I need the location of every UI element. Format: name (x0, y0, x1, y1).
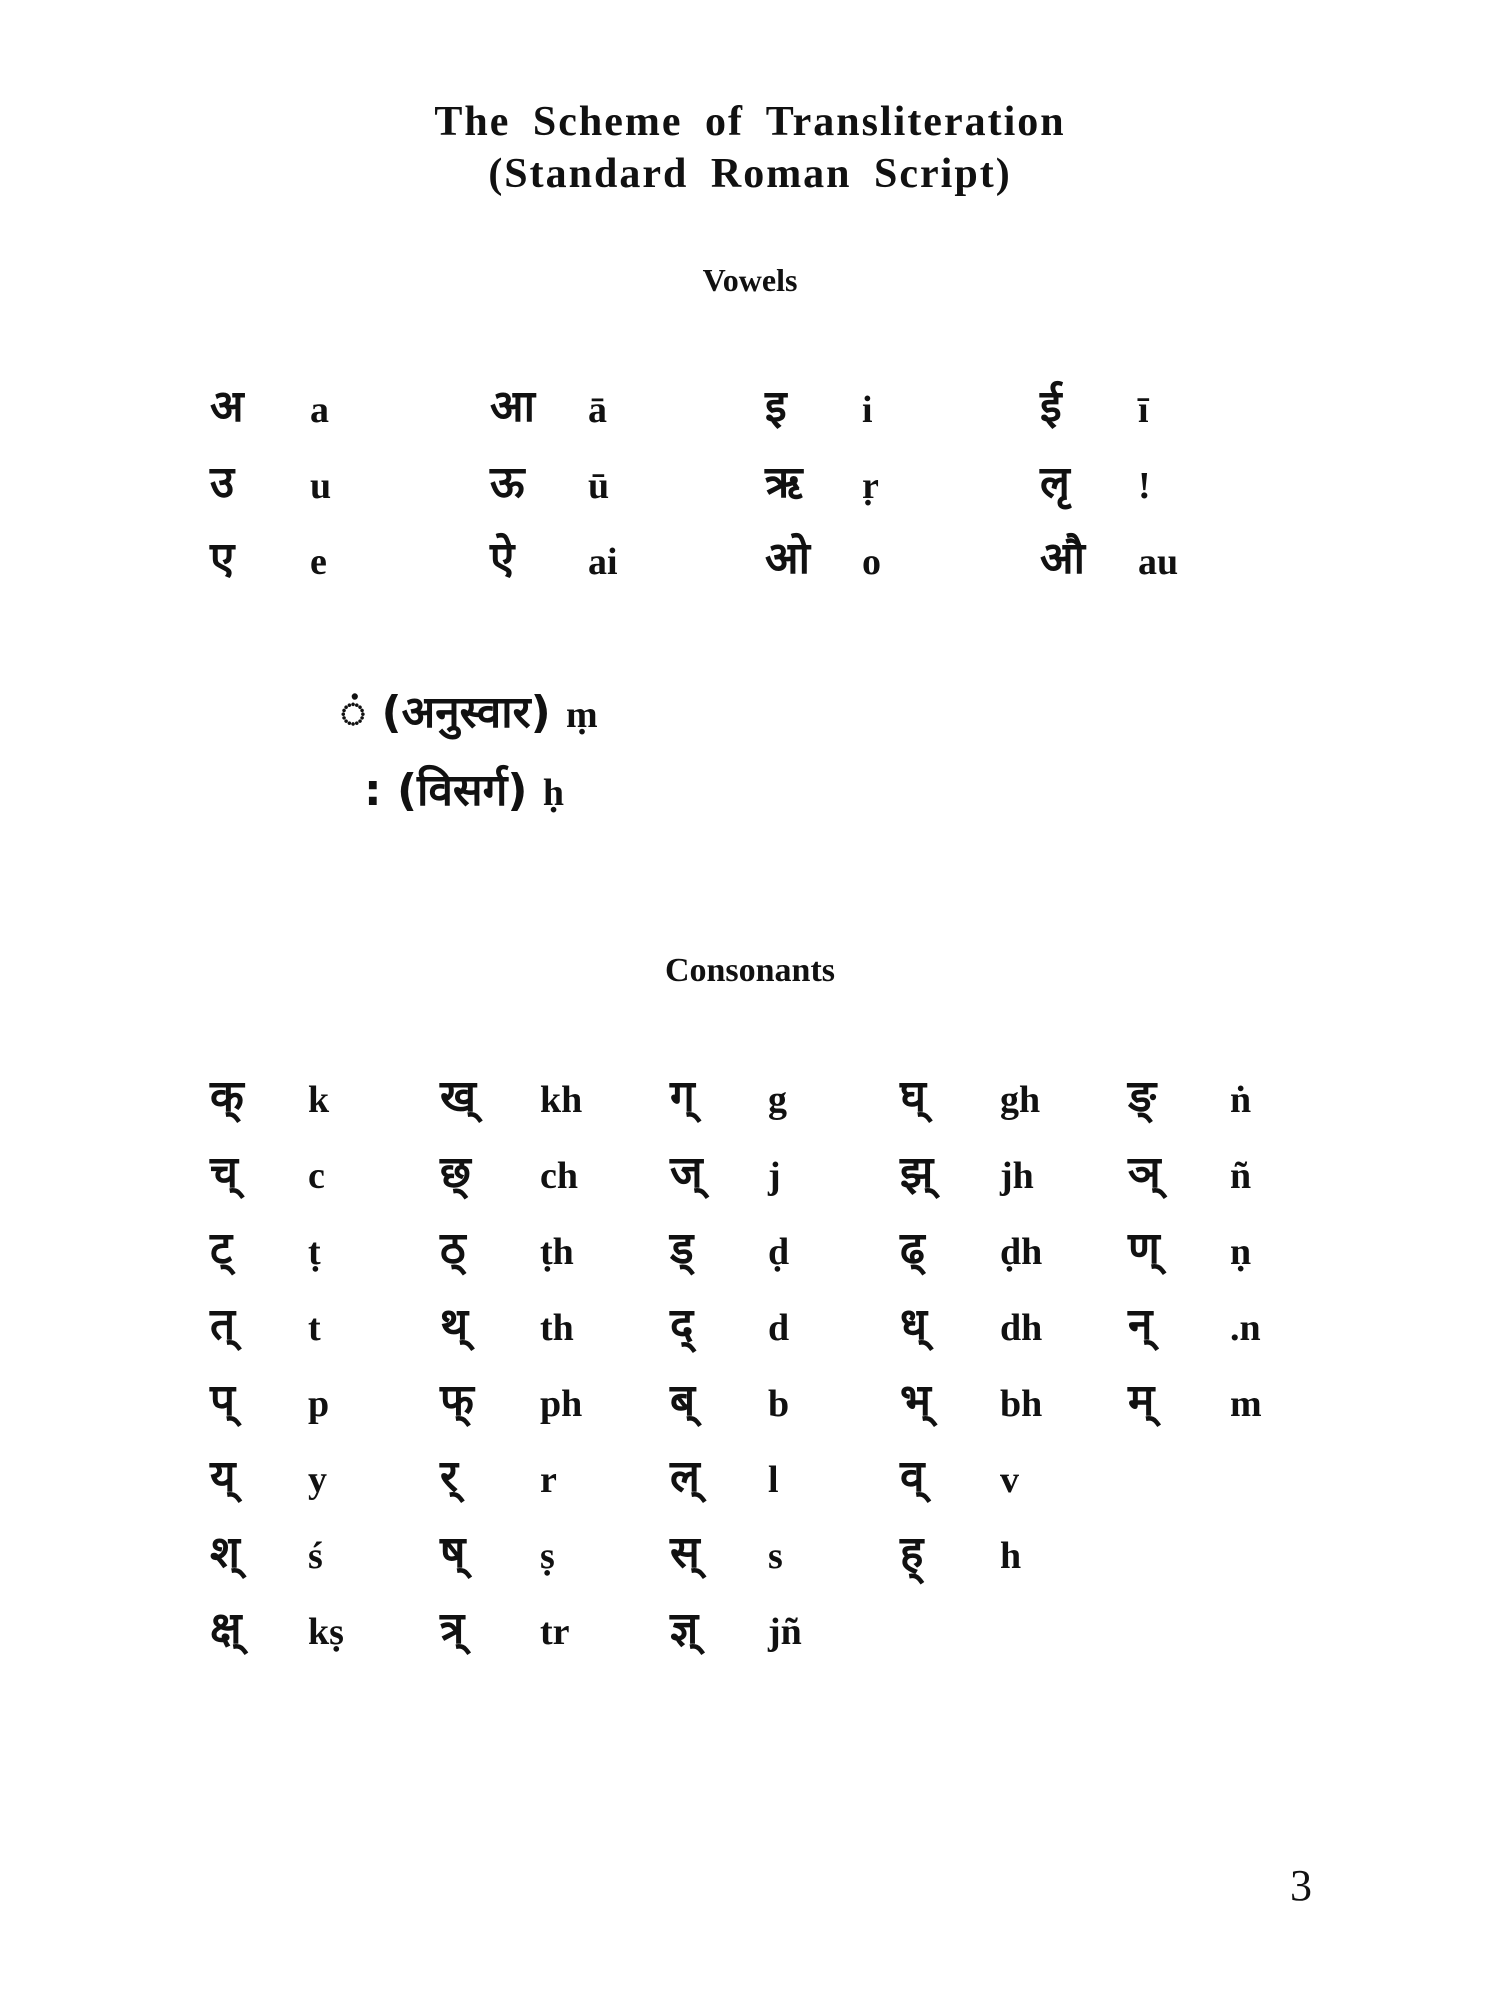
vowels-heading: Vowels (702, 262, 798, 298)
consonant-roman: y (308, 1459, 327, 1501)
vowel-devanagari: उ (210, 457, 235, 508)
consonant-devanagari: द् (670, 1299, 694, 1350)
consonant-devanagari: ज् (670, 1147, 703, 1198)
consonant-devanagari: च् (210, 1147, 238, 1198)
consonant-devanagari: य् (210, 1451, 236, 1502)
page-title-line2: (Standard Roman Script) (488, 151, 1012, 197)
consonant-roman: m (1230, 1383, 1262, 1425)
vowel-roman: o (862, 541, 881, 583)
consonant-roman: gh (1000, 1079, 1041, 1121)
consonant-devanagari: र् (440, 1451, 458, 1502)
consonant-roman: dh (1000, 1307, 1043, 1349)
consonant-devanagari: स् (670, 1527, 700, 1578)
consonant-roman: ḍh (1000, 1231, 1043, 1273)
consonant-roman: s (768, 1535, 783, 1577)
consonant-roman: l (768, 1459, 779, 1501)
consonant-devanagari: ङ् (1128, 1071, 1157, 1122)
vowel-devanagari: अ (210, 381, 244, 432)
page-title-line1: The Scheme of Transliteration (434, 99, 1066, 145)
visarga-row (364, 758, 564, 818)
consonant-devanagari: ण् (1128, 1223, 1160, 1274)
consonant-devanagari: ख् (440, 1071, 476, 1122)
vowel-roman: e (310, 541, 327, 583)
consonant-roman: .n (1230, 1307, 1261, 1349)
consonant-roman: ch (540, 1155, 578, 1197)
consonants-heading: Consonants (664, 952, 836, 989)
vowel-devanagari: औ (1040, 533, 1086, 584)
vowel-roman: ū (588, 465, 610, 507)
consonant-roman: p (308, 1383, 330, 1425)
consonant-roman: t (308, 1307, 321, 1349)
consonant-devanagari: ठ् (440, 1223, 466, 1274)
consonant-devanagari: त् (210, 1299, 236, 1350)
consonant-devanagari: थ् (440, 1299, 469, 1350)
vowel-devanagari: ऋ (765, 457, 803, 508)
vowel-devanagari: ऊ (490, 457, 525, 508)
consonant-roman: r (540, 1459, 557, 1501)
vowel-devanagari: इ (765, 381, 787, 432)
consonant-roman: kṣ (308, 1611, 344, 1653)
consonant-devanagari: ढ् (900, 1223, 925, 1274)
consonant-devanagari: ष् (440, 1527, 466, 1578)
consonant-roman: ph (540, 1383, 583, 1425)
consonant-roman: g (768, 1079, 787, 1121)
vowel-devanagari: आ (490, 381, 535, 432)
vowel-devanagari: ए (210, 533, 235, 584)
consonant-devanagari: भ् (900, 1375, 931, 1426)
anusvara-sign: ं (340, 687, 367, 738)
vowel-devanagari: ओ (765, 533, 811, 584)
consonant-devanagari: घ् (900, 1071, 927, 1122)
visarga-sign: : (364, 765, 382, 816)
anusvara-row (340, 680, 598, 740)
consonant-devanagari: ब् (670, 1375, 696, 1426)
vowel-roman: ṛ (862, 465, 879, 507)
consonant-devanagari: ध् (900, 1299, 928, 1350)
consonant-roman: bh (1000, 1383, 1043, 1425)
consonant-roman: ṣ (540, 1535, 555, 1577)
consonant-roman: kh (540, 1079, 583, 1121)
vowel-roman: ā (588, 389, 607, 431)
consonant-devanagari: छ् (440, 1147, 471, 1198)
vowel-roman: au (1138, 541, 1179, 583)
consonant-devanagari: ड् (670, 1223, 694, 1274)
consonant-roman: ṭh (540, 1231, 574, 1273)
consonant-roman: ṭ (308, 1231, 321, 1273)
consonant-roman: v (1000, 1459, 1019, 1501)
vowel-roman: ī (1138, 389, 1149, 431)
consonant-devanagari: ल् (670, 1451, 700, 1502)
consonant-roman: jh (1000, 1155, 1034, 1197)
vowel-roman: u (310, 465, 332, 507)
consonant-devanagari: क्ष् (210, 1603, 242, 1654)
consonant-devanagari: प् (210, 1375, 235, 1426)
vowel-roman: i (862, 389, 873, 431)
visarga-name: (विसर्ग) (396, 765, 528, 816)
consonant-devanagari: व् (900, 1451, 925, 1502)
consonant-roman: jñ (768, 1611, 802, 1653)
consonant-roman: h (1000, 1535, 1022, 1577)
visarga-roman: ḥ (542, 772, 565, 814)
anusvara-name: (अनुस्वार) (381, 687, 551, 738)
consonant-devanagari: झ् (900, 1147, 934, 1198)
consonant-roman: d (768, 1307, 790, 1349)
page-number: 3 (1290, 1861, 1312, 1910)
consonant-roman: ṅ (1230, 1079, 1252, 1121)
consonant-devanagari: म् (1128, 1375, 1155, 1426)
vowel-roman: ! (1138, 465, 1151, 507)
vowel-devanagari: ई (1040, 381, 1062, 432)
anusvara-roman: ṃ (566, 694, 598, 736)
consonant-roman: tr (540, 1611, 570, 1653)
vowel-devanagari: लृ (1040, 457, 1070, 508)
consonant-roman: b (768, 1383, 790, 1425)
consonant-devanagari: त्र् (440, 1603, 465, 1654)
consonant-devanagari: श् (210, 1527, 240, 1578)
vowel-roman: a (310, 389, 329, 431)
consonant-roman: ḍ (768, 1231, 790, 1273)
consonant-roman: th (540, 1307, 574, 1349)
consonant-roman: j (768, 1155, 781, 1197)
consonant-devanagari: ग् (670, 1071, 695, 1122)
consonant-roman: ṇ (1230, 1231, 1252, 1273)
consonant-devanagari: फ् (440, 1375, 474, 1426)
consonant-devanagari: ह् (900, 1527, 924, 1578)
consonant-devanagari: ज्ञ् (670, 1603, 699, 1654)
consonant-roman: ñ (1230, 1155, 1252, 1197)
consonant-roman: k (308, 1079, 330, 1121)
consonant-roman: ś (308, 1535, 323, 1577)
consonant-devanagari: क् (210, 1071, 244, 1122)
consonant-roman: c (308, 1155, 325, 1197)
consonant-devanagari: न् (1128, 1299, 1153, 1350)
consonant-devanagari: ट् (210, 1223, 233, 1274)
vowel-roman: ai (588, 541, 618, 583)
consonant-devanagari: ञ् (1128, 1147, 1161, 1198)
vowel-devanagari: ऐ (490, 533, 515, 584)
